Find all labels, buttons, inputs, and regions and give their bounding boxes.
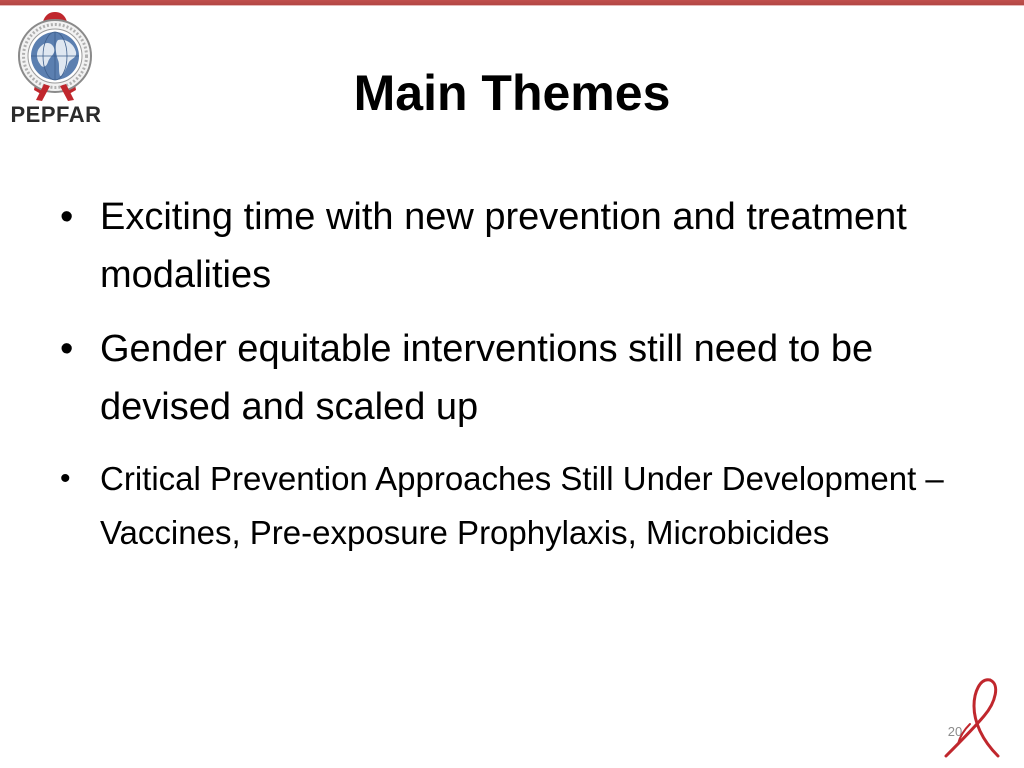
bullet-text: Critical Prevention Approaches Still Under Development – Vaccines, Pre-exposure Prophylaxis, Microbicides xyxy=(100,460,944,551)
logo-text: PEPFAR xyxy=(10,102,102,127)
bullet-text: Gender equitable interventions still need to be devised and scaled up xyxy=(100,328,874,428)
red-ribbon-icon xyxy=(940,676,1002,760)
bullet-text: Exciting time with new prevention and treatment modalities xyxy=(100,196,907,296)
bullet-item xyxy=(58,452,968,560)
top-accent-rule xyxy=(0,0,1024,5)
slide-title: Main Themes xyxy=(353,65,671,121)
bullet-marker: • xyxy=(60,328,74,370)
bullet-marker: • xyxy=(60,196,74,238)
bullet-item xyxy=(58,320,968,436)
bullet-list xyxy=(58,188,968,560)
page-number: 20 xyxy=(947,724,963,739)
bullet-marker: • xyxy=(60,462,71,495)
bullet-item xyxy=(58,188,968,304)
